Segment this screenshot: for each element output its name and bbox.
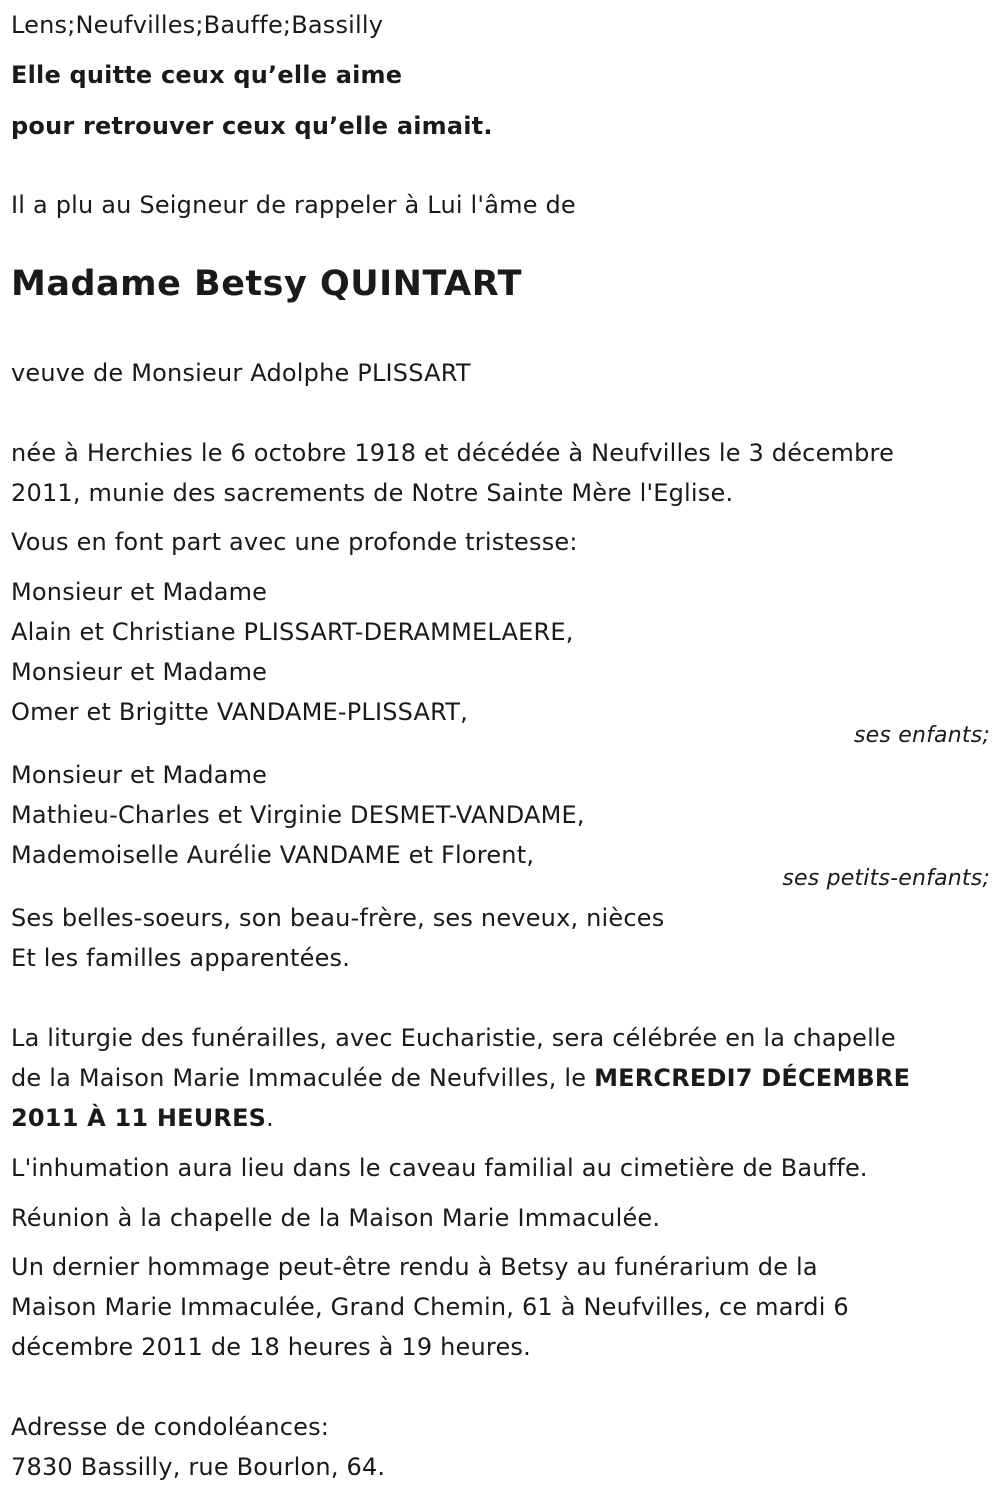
grandchildren-line: Monsieur et Madame xyxy=(11,761,268,789)
children-line: Alain et Christiane PLISSART-DERAMMELAERE, xyxy=(11,618,574,646)
birth-death-line-2: 2011, munie des sacrements de Notre Sainte Mère l'Eglise. xyxy=(11,479,734,507)
locations-line: Lens;Neufvilles;Bauffe;Bassilly xyxy=(11,11,384,39)
funeral-line-3-suffix: . xyxy=(266,1104,275,1132)
burial-text: L'inhumation aura lieu dans le caveau familial au cimetière de Bauffe. xyxy=(11,1154,868,1182)
children-line: Monsieur et Madame xyxy=(11,658,268,686)
condolences-label: Adresse de condoléances: xyxy=(11,1413,330,1441)
funeral-line-3 xyxy=(11,1106,274,1130)
others-line-2: Et les familles apparentées. xyxy=(11,944,351,972)
tribute-line-3: décembre 2011 de 18 heures à 19 heures. xyxy=(11,1333,531,1361)
deceased-name: Madame Betsy QUINTART xyxy=(11,264,522,304)
tribute-line-2: Maison Marie Immaculée, Grand Chemin, 61 à Neufvilles, ce mardi 6 xyxy=(11,1293,849,1321)
condolences-address: 7830 Bassilly, rue Bourlon, 64. xyxy=(11,1453,386,1481)
funeral-line-1: La liturgie des funérailles, avec Eucharistie, sera célébrée en la chapelle xyxy=(11,1024,896,1052)
intro-text: Il a plu au Seigneur de rappeler à Lui l'âme de xyxy=(11,191,576,219)
grandchildren-relation: ses petits-enfants; xyxy=(782,866,990,891)
tribute-line-1: Un dernier hommage peut-être rendu à Betsy au funérarium de la xyxy=(11,1253,818,1281)
others-line-1: Ses belles-soeurs, son beau-frère, ses neveux, nièces xyxy=(11,904,665,932)
funeral-line-2 xyxy=(11,1066,910,1090)
announcement-text: Vous en font part avec une profonde tristesse: xyxy=(11,528,578,556)
funeral-date: MERCREDI7 DÉCEMBRE xyxy=(594,1064,911,1092)
grandchildren-line: Mademoiselle Aurélie VANDAME et Florent, xyxy=(11,841,535,869)
quote-line-2: pour retrouver ceux qu’elle aimait. xyxy=(11,112,493,140)
meeting-text: Réunion à la chapelle de la Maison Marie Immaculée. xyxy=(11,1204,661,1232)
children-line: Omer et Brigitte VANDAME-PLISSART, xyxy=(11,698,468,726)
funeral-line-2-text: de la Maison Marie Immaculée de Neufvilles, le xyxy=(11,1064,595,1092)
birth-death-line-1: née à Herchies le 6 octobre 1918 et décédée à Neufvilles le 3 décembre xyxy=(11,439,895,467)
widow-of-text: veuve de Monsieur Adolphe PLISSART xyxy=(11,359,471,387)
quote-line-1: Elle quitte ceux qu’elle aime xyxy=(11,61,403,89)
grandchildren-line: Mathieu-Charles et Virginie DESMET-VANDAME, xyxy=(11,801,585,829)
children-line: Monsieur et Madame xyxy=(11,578,268,606)
children-relation: ses enfants; xyxy=(853,723,990,748)
funeral-time: 2011 À 11 HEURES xyxy=(11,1104,267,1132)
